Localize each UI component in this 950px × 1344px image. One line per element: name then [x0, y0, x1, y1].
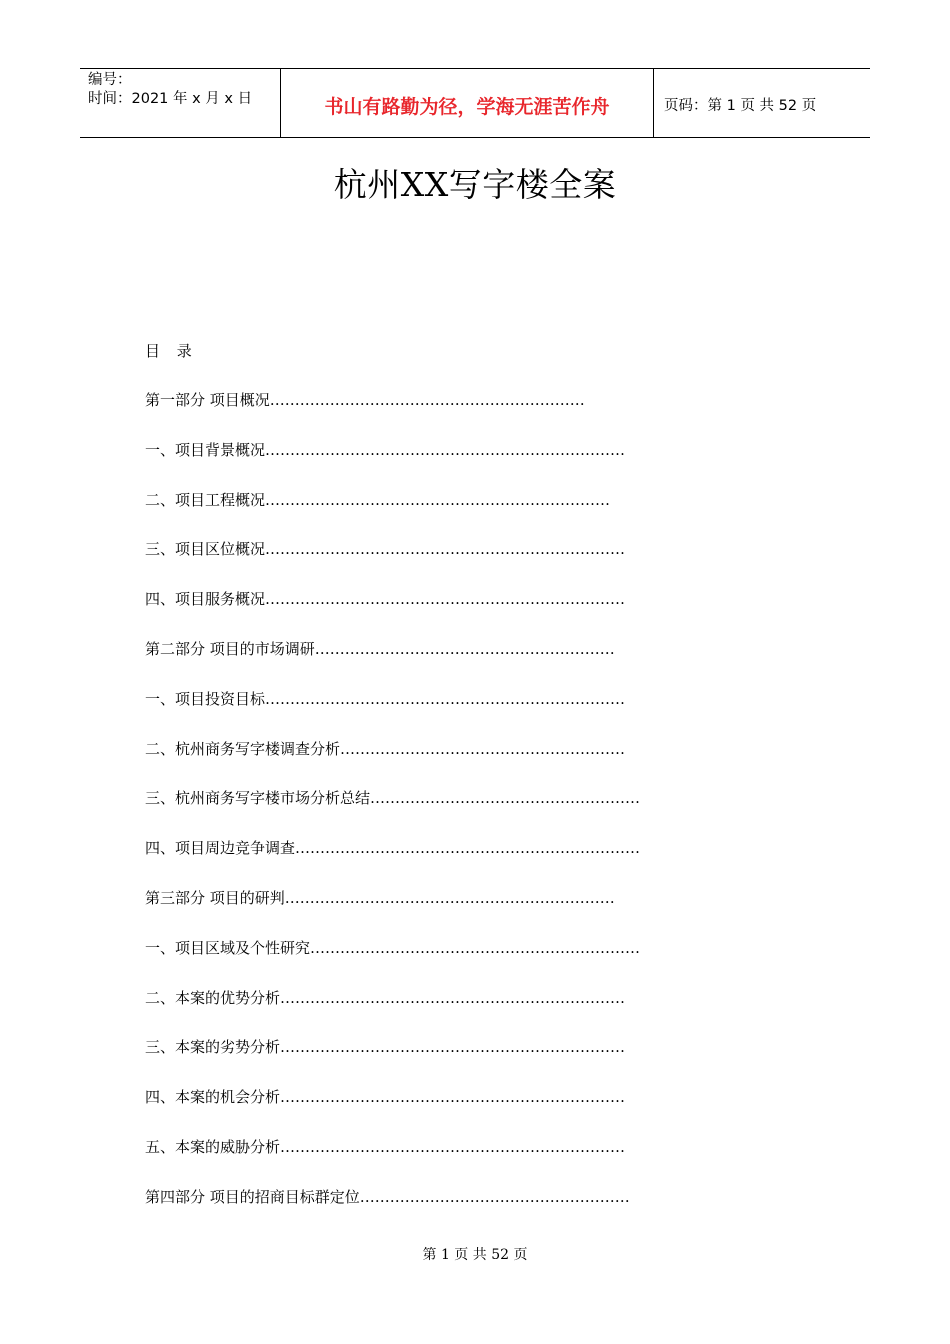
- serial-label: 编号：: [88, 72, 132, 88]
- document-title: 杭州XX写字楼全案: [333, 165, 617, 204]
- toc-leader-dots: ……………………………………………………………: [280, 1088, 626, 1107]
- toc-leader-dots: …………………………………………………………: [310, 938, 641, 957]
- toc-leader-dots: …………………………………………………: [340, 739, 626, 758]
- toc-leader-dots: ……………………………………………………………: [295, 839, 641, 858]
- toc-entry-text: 第二部分 项目的市场调研: [145, 639, 315, 658]
- header-motto-cell: [281, 69, 654, 137]
- toc-entry-text: 四、项目服务概况: [145, 590, 266, 609]
- toc-entry[interactable]: [145, 638, 640, 688]
- toc-leader-dots: ………………………………………………………: [269, 391, 585, 409]
- toc-entry-text: 三、项目区位概况: [145, 540, 266, 559]
- toc-leader-dots: ………………………………………………………………: [265, 689, 626, 708]
- time-label: 时间：2021 年 x 月 x 日: [88, 91, 253, 107]
- toc-entry-text: 二、项目工程概况: [145, 490, 266, 509]
- toc-entry[interactable]: [145, 389, 640, 439]
- toc-entry[interactable]: [145, 489, 640, 539]
- toc-entry-text: 一、项目背景概况: [145, 440, 266, 459]
- toc-entry-text: 三、本案的劣势分析: [145, 1038, 281, 1057]
- toc-entry[interactable]: [145, 887, 640, 937]
- toc-entry[interactable]: [145, 787, 640, 837]
- toc-entry[interactable]: [145, 837, 640, 887]
- toc-entry[interactable]: [145, 1036, 640, 1086]
- header-table: [80, 68, 870, 138]
- page-footer: 第 1 页 共 52 页: [422, 1247, 528, 1263]
- toc-entry-text: 第三部分 项目的研判: [145, 888, 285, 907]
- toc-entry[interactable]: [145, 1136, 640, 1186]
- toc-leader-dots: ………………………………………………………………: [265, 540, 626, 559]
- toc-entry-text: 二、本案的优势分析: [145, 988, 281, 1007]
- toc-leader-dots: ……………………………………………………: [314, 639, 615, 658]
- toc-leader-dots: ……………………………………………………………: [265, 490, 611, 509]
- toc-leader-dots: …………………………………………………………: [284, 888, 615, 907]
- toc-entry-text: 二、杭州商务写字楼调查分析: [145, 739, 341, 758]
- toc-entry-text: 第一部分 项目概况: [145, 391, 270, 409]
- motto-text: 书山有路勤为径，学海无涯苦作舟: [324, 95, 610, 118]
- toc-leader-dots: ………………………………………………………………: [265, 590, 626, 609]
- toc-entry-text: 三、杭州商务写字楼市场分析总结: [145, 789, 371, 808]
- table-of-contents: [145, 389, 640, 1236]
- page-info: 页码：第 1 页 共 52 页: [664, 97, 817, 114]
- toc-entry-text: 第四部分 项目的招商目标群定位: [145, 1187, 360, 1206]
- toc-entry-text: 五、本案的威胁分析: [145, 1137, 281, 1156]
- toc-leader-dots: ………………………………………………: [370, 789, 641, 808]
- toc-entry[interactable]: [145, 588, 640, 638]
- toc-entry-text: 一、项目投资目标: [145, 689, 266, 708]
- toc-entry[interactable]: [145, 1086, 640, 1136]
- toc-leader-dots: ……………………………………………………………: [280, 1137, 626, 1156]
- toc-entry[interactable]: [145, 738, 640, 788]
- header-page-cell: [654, 69, 870, 137]
- toc-entry[interactable]: [145, 987, 640, 1037]
- toc-entry-text: 一、项目区域及个性研究: [145, 938, 311, 957]
- toc-leader-dots: ………………………………………………: [359, 1187, 630, 1206]
- toc-entry-text: 四、项目周边竞争调查: [145, 839, 296, 858]
- toc-leader-dots: ……………………………………………………………: [280, 1038, 626, 1057]
- toc-leader-dots: ……………………………………………………………: [280, 988, 626, 1007]
- toc-leader-dots: ………………………………………………………………: [265, 440, 626, 459]
- toc-entry-text: 四、本案的机会分析: [145, 1088, 281, 1107]
- toc-entry[interactable]: [145, 1186, 640, 1236]
- toc-entry[interactable]: [145, 937, 640, 987]
- toc-entry[interactable]: [145, 688, 640, 738]
- toc-entry[interactable]: [145, 538, 640, 588]
- toc-heading: 目 录: [145, 342, 198, 360]
- toc-entry[interactable]: [145, 439, 640, 489]
- header-meta-cell: [80, 69, 281, 137]
